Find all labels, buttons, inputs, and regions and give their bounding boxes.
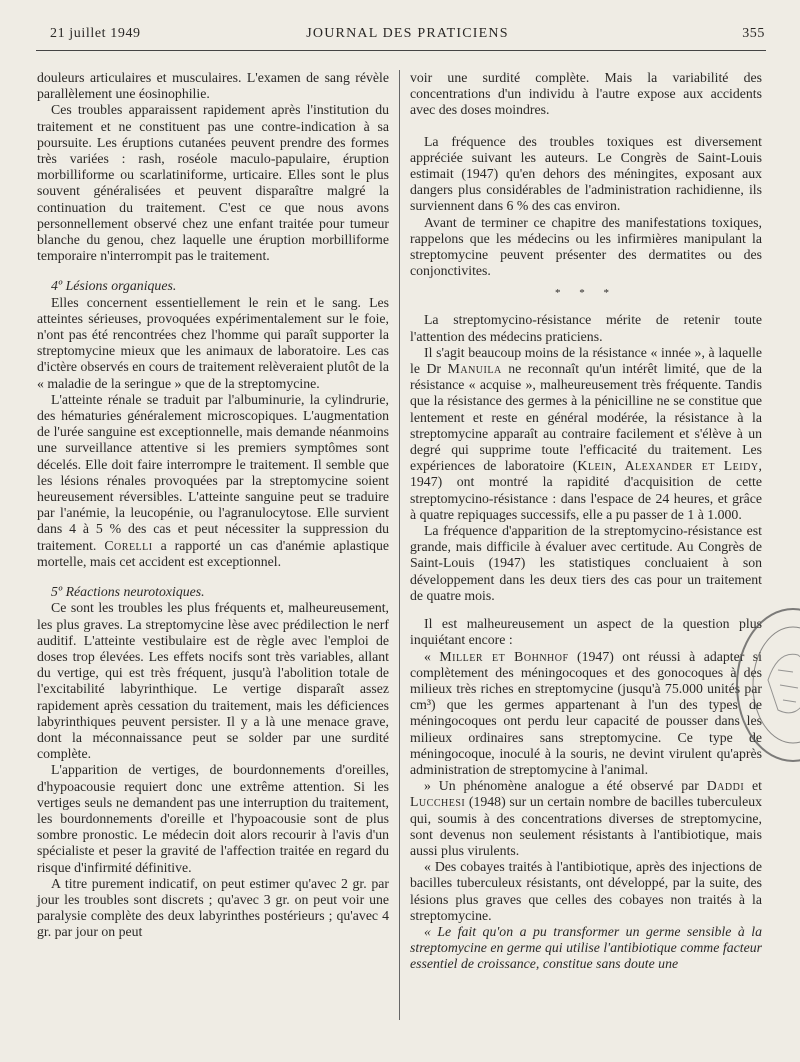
author-names: Klein, Alexander et Leidy — [577, 458, 759, 474]
paragraph-text: , 1947) ont montré la rapidité d'acquisition de cette streptomycino-résistance : dans l'espace de 24 heures, et grâce à quatre repiquages successifs, elle a pu passer de 1 à 1.000. — [410, 458, 762, 522]
paragraph-text: (1948) sur un certain nombre de bacilles tuberculeux qui, soumis à des concentrations diverses de streptomycine, sont devenus non seulement résistants à l'antibiotique, mais aussi plus virulents. — [410, 794, 762, 858]
paragraph: voir une surdité complète. Mais la variabilité des concentrations d'un individu à l'autre expose aux accidents avec des doses moindres. — [410, 70, 762, 118]
paragraph: La fréquence d'apparition de la streptomycino-résistance est grande, mais difficile à évaluer avec certitude. Au Congrès de Saint-Louis (1947) les statistiques concluaient à son développement dans les deux tiers des cas pour un traitement de quatre mois. — [410, 523, 762, 603]
header-rule — [36, 50, 766, 51]
paragraph — [410, 345, 762, 523]
paragraph: La fréquence des troubles toxiques est diversement appréciée suivant les auteurs. Le Congrès de Saint-Louis estimait (1947) qu'en dehors des méningites, exposant aux dangers plus considérables de l'administration rachidienne, ils surviennent dans 6 % des cas environ. — [410, 133, 762, 214]
header-date: 21 juillet 1949 — [50, 26, 141, 41]
paragraph — [410, 778, 762, 859]
paragraph: Il est malheureusement un aspect de la question plus inquiétant encore : — [410, 616, 762, 648]
paragraph: A titre purement indicatif, on peut estimer qu'avec 2 gr. par jour les troubles sont discrets ; qu'avec 3 gr. on peut voir une paralysie complète des deux labyrinthes postérieurs ; qu'avec 4 gr. par jour on peut — [37, 875, 389, 940]
paragraph — [410, 649, 762, 779]
paragraph-text: ne reconnaît qu'un intérêt limité, que de la résistance « acquise », malheureusement très fréquente. Tandis que la résistance des germes à la pénicilline ne se constitue que lentement et reste en général modérée, la résistance à la streptomycine apparaît au contraire facilement et s'élève à un degré qui supprime toute l'efficacité du traitement. Les expériences de laboratoire ( — [410, 361, 763, 474]
right-column — [410, 70, 762, 973]
paragraph: Avant de terminer ce chapitre des manifestations toxiques, rappelons que les médecins ou les infirmières manipulant la streptomycine peuvent présenter des dermatites ou des conjonctivites. — [410, 214, 762, 279]
section-heading: 5º Réactions neurotoxiques. — [51, 584, 205, 600]
left-column — [37, 70, 389, 941]
quote-mark: « — [424, 648, 431, 664]
header-page-number: 355 — [742, 26, 765, 41]
library-stamp-icon — [736, 608, 800, 762]
paragraph-text: (1947) ont réussi à adapter si complètement des méningocoques et des gonocoques à des milieux très riches en streptomycine (jusqu'à 75.000 unités par cm³) que les germes appartenant à l'un des types de méningocoques ont perdu leur capacité de pousser dans les milieux ordinaires sans streptomycine. Ce type de méningocoque, inoculé à la souris, ne devint virulent qu'après administration de streptomycine à l'animal. — [410, 648, 762, 777]
header-journal-title: JOURNAL DES PRATICIENS — [306, 26, 509, 41]
paragraph: Ce sont les troubles les plus fréquents et, malheureusement, les plus graves. La streptomycine lèse avec prédilection le nerf auditif. L'atteinte vestibulaire est de règle avec l'emploi de doses trop élevées. Les effets nocifs sont très variables, allant du vertige, qui est très fréquent, jusqu'à l'abolition totale de l'excitabilité labyrinthique. Le vertige disparaît assez rapidement après cessation du traitement, mais les déficiences labyrinthiques peuvent persister. Il y a là une menace grave, dont la méconnaissance peut se solder par une surdité complète. — [37, 600, 389, 762]
paragraph: Elles concernent essentiellement le rein et le sang. Les atteintes sérieuses, provoquées expérimentalement sur le foie, n'ont pas été rencontrées chez l'homme qui paraît supporter la streptomycine mieux que les animaux de laboratoire. Les cas d'ictère observés en cours de traitement relèveraient plutôt de la « maladie de la seringue » que de la streptomycine. — [37, 294, 389, 391]
paragraph-text: » Un phénomène analogue a été observé par — [424, 778, 699, 794]
paragraph: douleurs articulaires et musculaires. L'examen de sang révèle parallèlement une éosinophilie. — [37, 70, 389, 102]
paragraph-text: L'atteinte rénale se traduit par l'albuminurie, la cylindrurie, des hématuries généralement microscopiques. L'augmentation de l'urée sanguine est exceptionnelle, mais demande néanmoins une surveillance attentive si les premiers symptômes sont décelés. Elle doit faire interrompre le traitement. Il semble que les lésions rénales provoquées par la streptomycine soient heureusement réversibles. L'atteinte sanguine peut se traduire par l'anémie, la leucopénie, ou l'agranulocytose. Elle survient dans 4 à 5 % des cas et peut nécessiter la suppression du traitement. — [37, 391, 389, 553]
paragraph — [37, 392, 389, 570]
paragraph-text: a rapporté un cas d'anémie aplastique mortelle, mais cet accident est exceptionnel. — [37, 537, 390, 569]
paragraph: La streptomycino-résistance mérite de retenir toute l'attention des médecins praticiens. — [410, 312, 762, 344]
paragraph: Ces troubles apparaissent rapidement après l'institution du traitement et ne constituent pas une contre-indication à sa poursuite. Les éruptions cutanées peuvent prendre des formes très variées : rash, roséole maculo-papulaire, éruption morbilliforme ou scarlatiniforme, urticaire. Elles sont le plus souvent généralisées et peuvent disparaître malgré la continuation du traitement. C'est ce que nous avons personnellement observé chez une enfant traitée pour tumeur blanche du genou, chez laquelle une éruption morbilliforme temporaire n'interrompit pas le traitement. — [37, 102, 389, 264]
section-heading: 4º Lésions organiques. — [51, 278, 177, 294]
author-name: Lucchesi — [410, 794, 466, 810]
paragraph-text: et — [752, 778, 763, 794]
author-name: Daddi — [706, 778, 745, 794]
section-separator: * * * — [555, 287, 617, 300]
paragraph: « Des cobayes traités à l'antibiotique, après des injections de bacilles tuberculeux résistants, ont développé, par la suite, des lésions plus graves que celles des cobayes non traités à la streptomycine. — [410, 859, 762, 923]
running-header — [50, 26, 765, 48]
author-name: Manuila — [447, 361, 502, 377]
paragraph-text: Il s'agit beaucoup moins de la résistance « innée », à laquelle le Dr — [410, 344, 762, 377]
paragraph-italic: « Le fait qu'on a pu transformer un germe sensible à la streptomycine en germe qui utilise l'antibiotique comme facteur essentiel de croissance, constitue sans doute une — [410, 923, 762, 972]
column-divider — [399, 70, 400, 1020]
paragraph: L'apparition de vertiges, de bourdonnements d'oreilles, d'hypoacousie requiert donc une extrême attention. Si les vertiges seuls ne demandent pas une interruption du traitement, les bourdonnements d'oreille et l'hypoacousie sont de plus sombre pronostic. Le médecin doit alors recourir à l'avis d'un spécialiste et peser la gravité de l'affection traitée en regard du risque d'infirmité définitive. — [37, 762, 389, 875]
author-names: Miller et Bohnhof — [439, 648, 569, 664]
author-name: Corelli — [104, 537, 153, 553]
